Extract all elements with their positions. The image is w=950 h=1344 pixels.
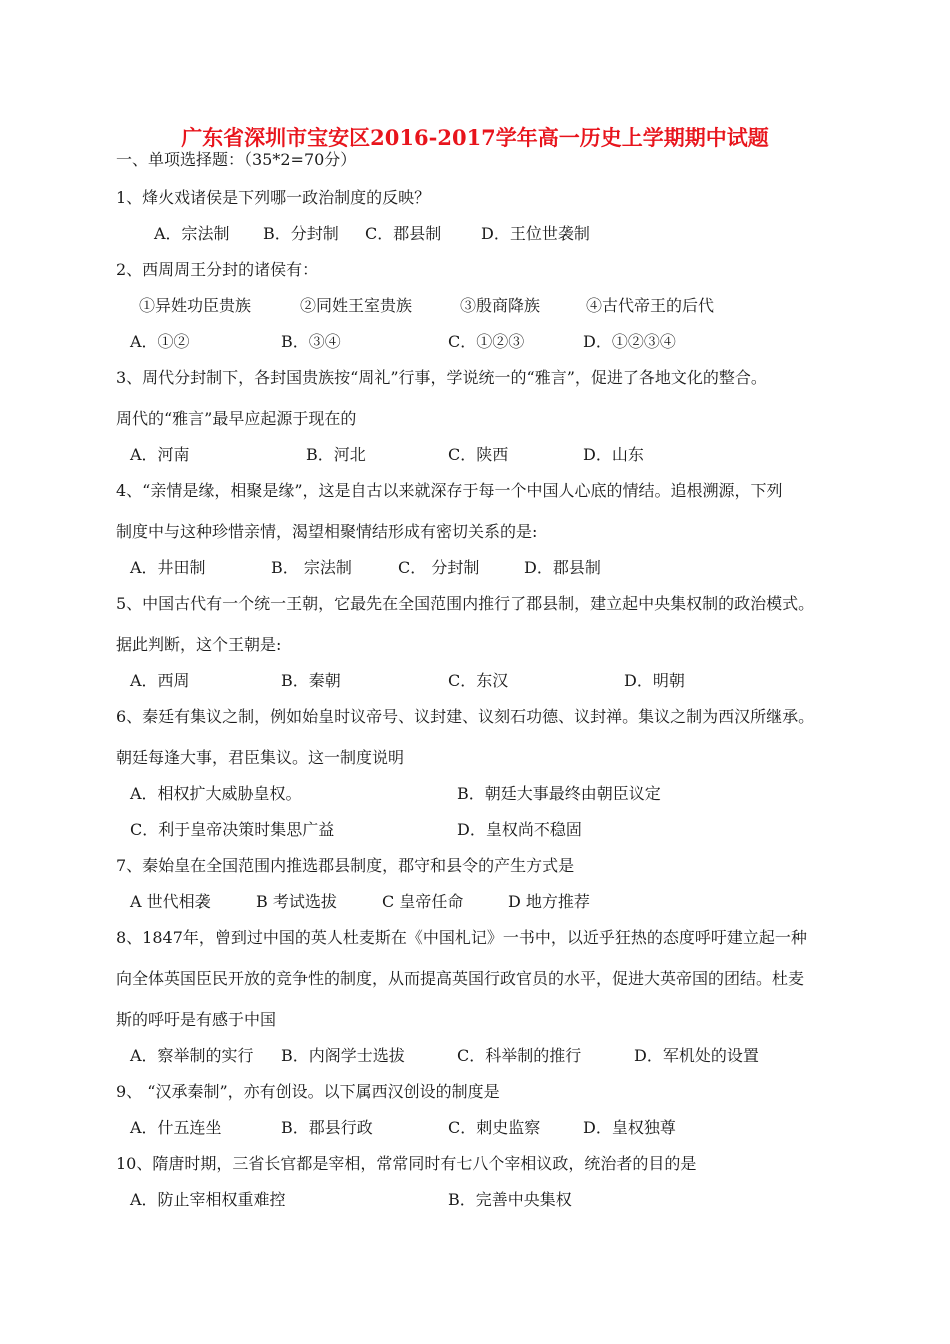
question-5-option-c: C．东汉 bbox=[448, 671, 509, 690]
question-1-option-a: A．宗法制 bbox=[154, 224, 230, 243]
question-2-item-2: ②同姓王室贵族 bbox=[300, 296, 413, 315]
question-4-option-d: D．郡县制 bbox=[524, 558, 601, 577]
question-2-item-3: ③殷商降族 bbox=[460, 296, 541, 315]
question-8-option-b: B．内阁学士选拔 bbox=[281, 1046, 405, 1065]
question-1-option-c: C．郡县制 bbox=[365, 224, 442, 243]
question-2-item-1: ①异姓功臣贵族 bbox=[139, 296, 252, 315]
question-9-option-d: D．皇权独尊 bbox=[583, 1118, 676, 1137]
question-2-option-a: A．①② bbox=[130, 332, 190, 351]
question-1-option-b: B．分封制 bbox=[263, 224, 339, 243]
question-10-option-a: A．防止宰相权重难控 bbox=[130, 1190, 286, 1209]
question-5-option-a: A．西周 bbox=[130, 671, 190, 690]
question-3-stem-line-2: 周代的“雅言”最早应起源于现在的 bbox=[116, 409, 357, 428]
question-4-stem-line-2: 制度中与这种珍惜亲情，渴望相聚情结形成有密切关系的是: bbox=[116, 522, 538, 541]
question-2-option-b: B．③④ bbox=[281, 332, 341, 351]
question-8-option-a: A．察举制的实行 bbox=[130, 1046, 254, 1065]
question-3-option-d: D．山东 bbox=[583, 445, 644, 464]
question-9-option-b: B．郡县行政 bbox=[281, 1118, 373, 1137]
question-4-option-c: C． 分封制 bbox=[398, 558, 480, 577]
question-1-option-d: D．王位世袭制 bbox=[481, 224, 590, 243]
question-4-option-b: B． 宗法制 bbox=[271, 558, 352, 577]
question-8-stem-line-3: 斯的呼吁是有感于中国 bbox=[116, 1010, 277, 1029]
question-10-stem: 10、隋唐时期，三省长官都是宰相，常常同时有七八个宰相议政，统治者的目的是 bbox=[116, 1154, 697, 1173]
question-10-option-b: B．完善中央集权 bbox=[448, 1190, 572, 1209]
question-5-stem-line-2: 据此判断，这个王朝是: bbox=[116, 635, 282, 654]
question-3-stem-line-1: 3、周代分封制下，各封国贵族按“周礼”行事，学说统一的“雅言”，促进了各地文化的整合。 bbox=[116, 368, 767, 387]
question-6-option-c: C．利于皇帝决策时集思广益 bbox=[130, 820, 335, 839]
question-7-option-c: C 皇帝任命 bbox=[382, 892, 464, 911]
question-2-stem: 2、西周周王分封的诸侯有： bbox=[116, 260, 319, 279]
question-7-option-b: B 考试选拔 bbox=[256, 892, 337, 911]
question-4-stem-line-1: 4、“亲情是缘，相聚是缘”，这是自古以来就深存于每一个中国人心底的情结。追根溯源，下列 bbox=[116, 481, 783, 500]
question-6-stem-line-2: 朝廷每逢大事，君臣集议。这一制度说明 bbox=[116, 748, 405, 767]
section-heading: 一、单项选择题：（35*2=70分） bbox=[116, 150, 357, 169]
question-2-item-4: ④古代帝王的后代 bbox=[586, 296, 715, 315]
question-4-option-a: A．井田制 bbox=[130, 558, 206, 577]
question-3-option-c: C．陕西 bbox=[448, 445, 509, 464]
question-6-option-a: A．相权扩大威胁皇权。 bbox=[130, 784, 302, 803]
question-7-option-a: A 世代相袭 bbox=[130, 892, 211, 911]
question-2-option-d: D．①②③④ bbox=[583, 332, 676, 351]
question-8-stem-line-1: 8、1847年，曾到过中国的英人杜麦斯在《中国札记》一书中，以近乎狂热的态度呼吁建立起一种 bbox=[116, 928, 807, 947]
question-5-option-b: B．秦朝 bbox=[281, 671, 341, 690]
question-6-option-b: B．朝廷大事最终由朝臣议定 bbox=[457, 784, 661, 803]
question-1-stem: 1、烽火戏诸侯是下列哪一政治制度的反映？ bbox=[116, 188, 431, 207]
question-3-option-b: B．河北 bbox=[306, 445, 366, 464]
question-6-stem-line-1: 6、秦廷有集议之制，例如始皇时议帝号、议封建、议刻石功德、议封禅。集议之制为西汉所继承。 bbox=[116, 707, 815, 726]
question-3-option-a: A．河南 bbox=[130, 445, 190, 464]
question-5-stem-line-1: 5、中国古代有一个统一王朝，它最先在全国范围内推行了郡县制，建立起中央集权制的政治模式。 bbox=[116, 594, 815, 613]
question-8-option-d: D．军机处的设置 bbox=[634, 1046, 759, 1065]
question-9-option-a: A．什五连坐 bbox=[130, 1118, 222, 1137]
question-8-stem-line-2: 向全体英国臣民开放的竞争性的制度，从而提高英国行政官员的水平，促进大英帝国的团结。杜麦 bbox=[116, 969, 805, 988]
question-7-option-d: D 地方推荐 bbox=[508, 892, 590, 911]
question-9-stem: 9、 “汉承秦制”，亦有创设。以下属西汉创设的制度是 bbox=[116, 1082, 500, 1101]
page-title: 广东省深圳市宝安区2016-2017学年高一历史上学期期中试题 bbox=[181, 125, 769, 150]
question-7-stem: 7、秦始皇在全国范围内推选郡县制度，郡守和县令的产生方式是 bbox=[116, 856, 575, 875]
question-9-option-c: C．刺史监察 bbox=[448, 1118, 541, 1137]
question-2-option-c: C．①②③ bbox=[448, 332, 525, 351]
question-5-option-d: D．明朝 bbox=[624, 671, 685, 690]
question-8-option-c: C．科举制的推行 bbox=[457, 1046, 582, 1065]
question-6-option-d: D．皇权尚不稳固 bbox=[457, 820, 582, 839]
